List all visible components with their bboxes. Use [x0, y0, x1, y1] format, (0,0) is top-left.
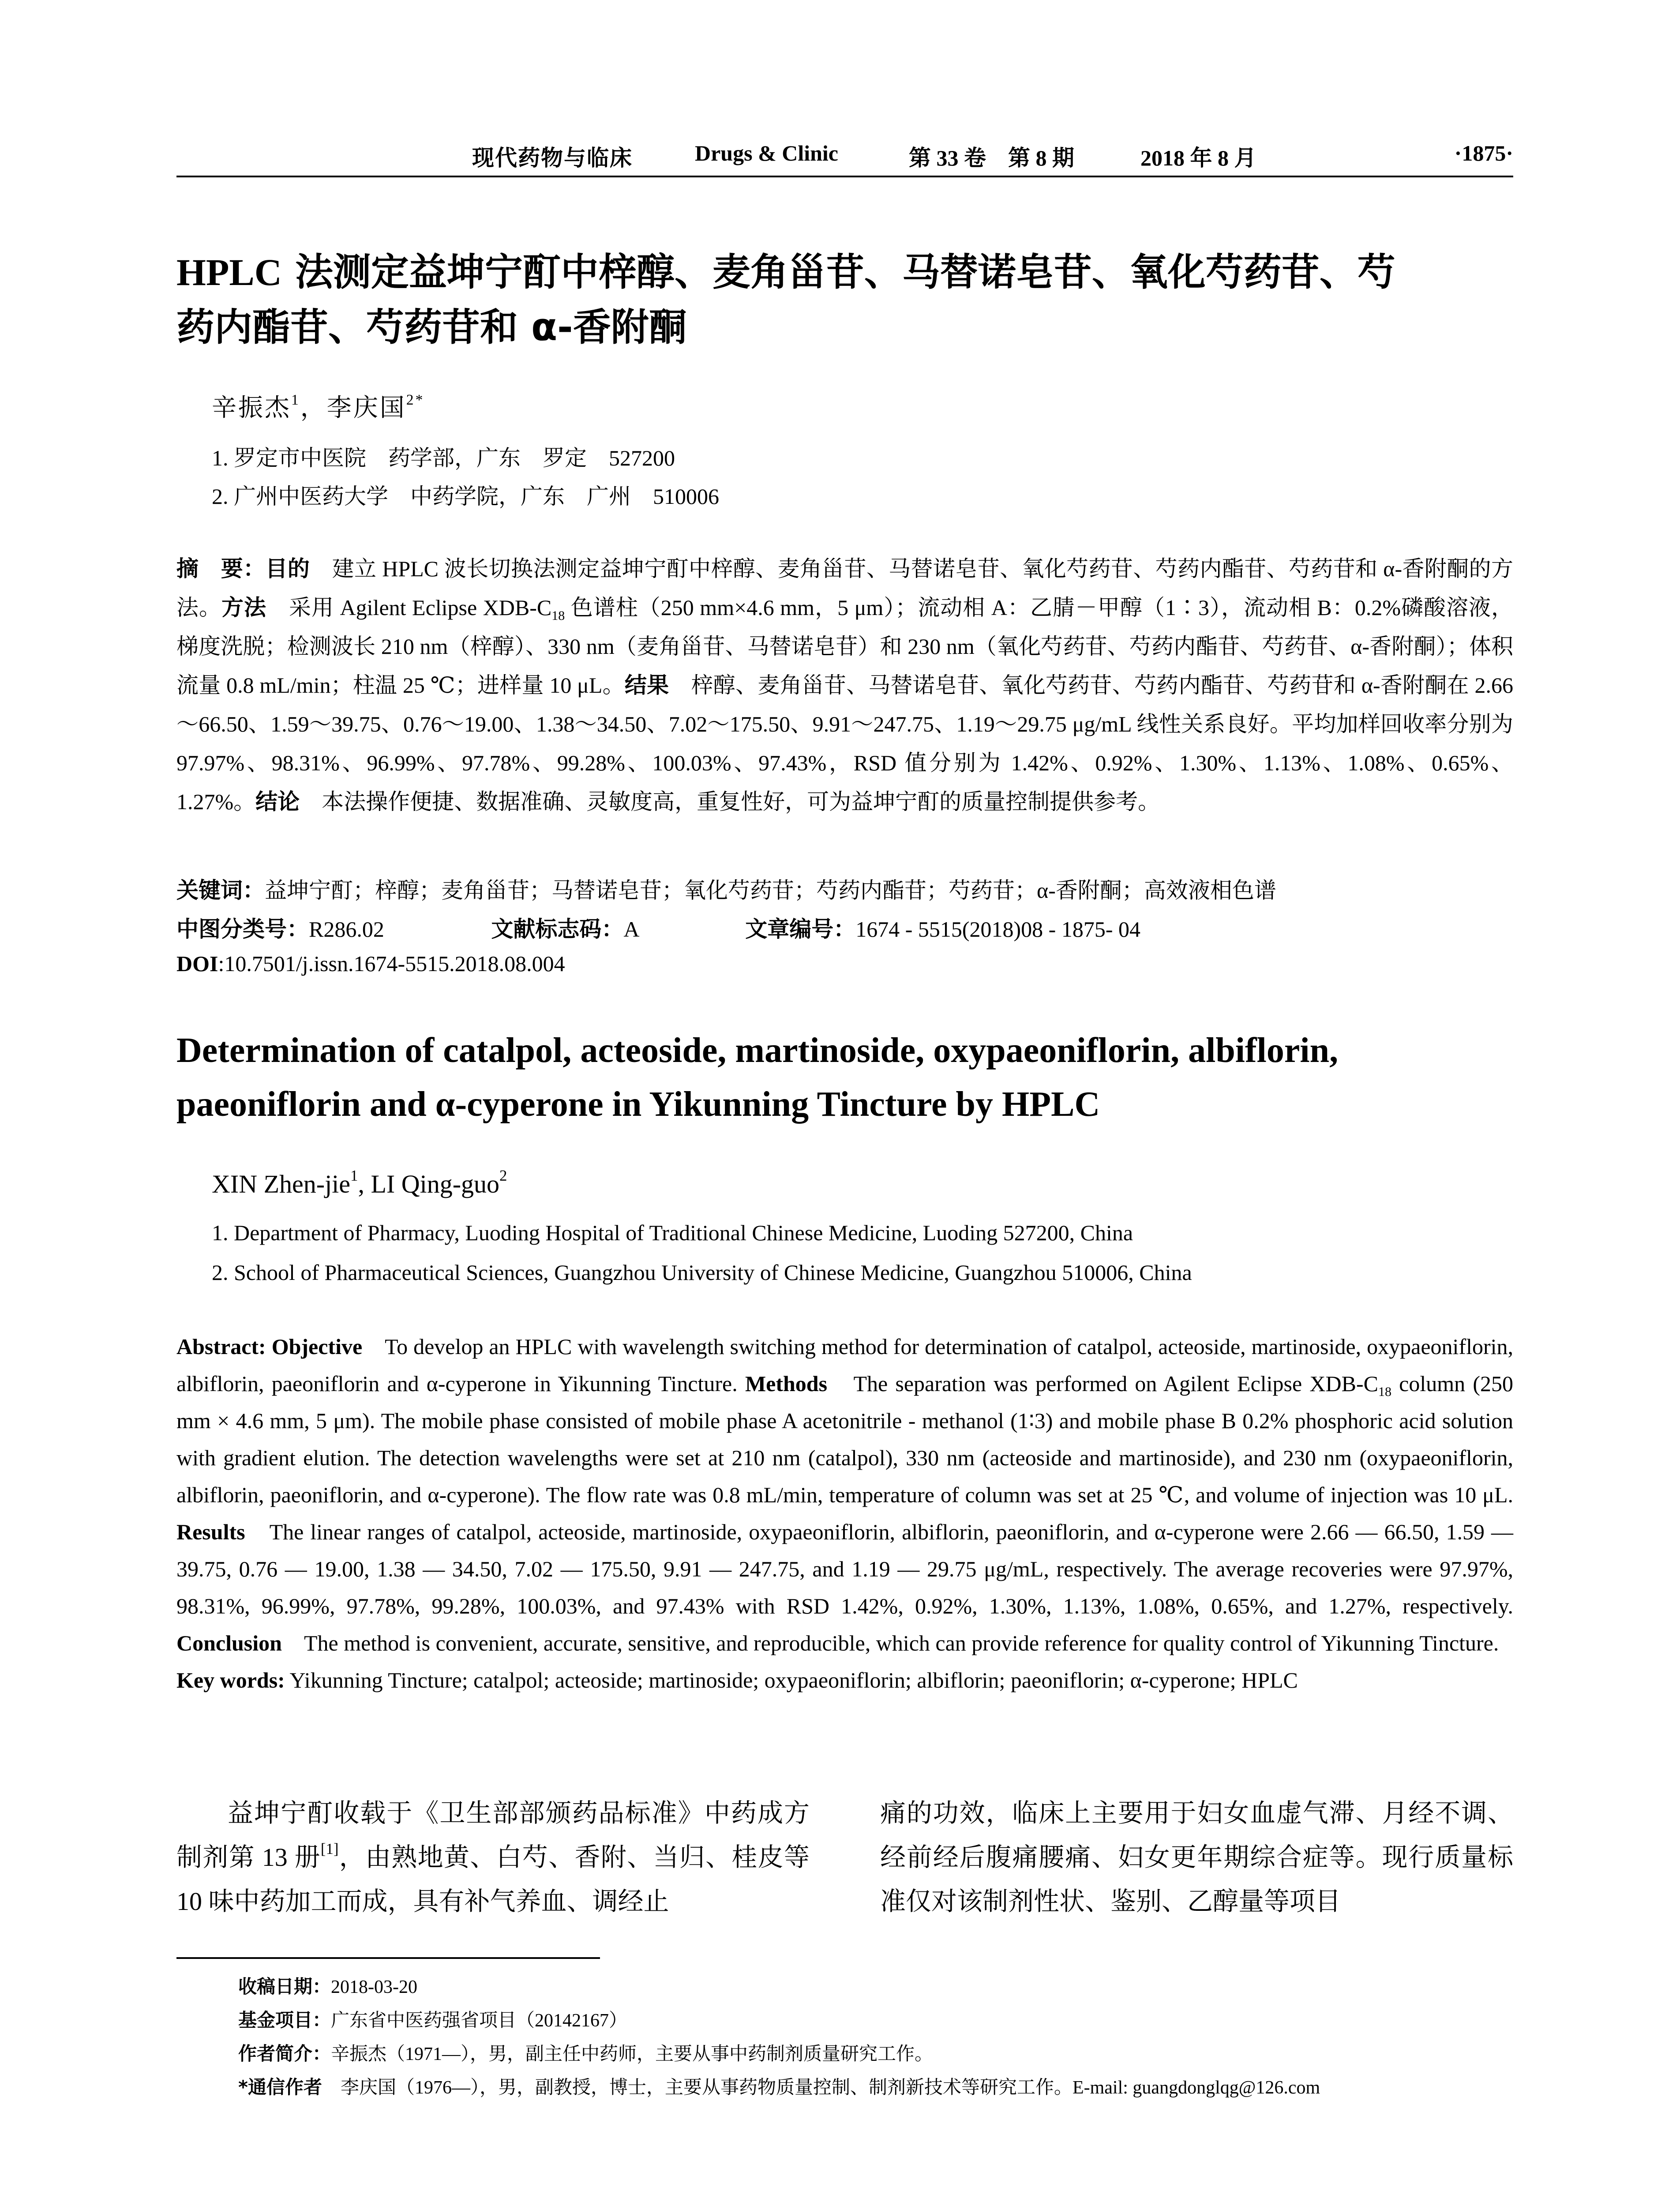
- objective-en: To develop an HPLC with wavelength switching method for determination of catalpol, acteoside, martinoside, oxypaeoniflorin, albiflorin, paeoniflorin and α-cyperone in Yikunning Tincture.: [176, 1334, 1513, 1396]
- footnote-rule: [176, 1957, 600, 1959]
- doc-code-value: A: [623, 917, 638, 942]
- body-left-a: 益坤宁酊收载于《卫生部部颁药品标准》中药成方制剂第 13 册: [176, 1799, 810, 1872]
- abstract-cn-label: 摘 要：: [176, 556, 266, 582]
- methods-cn-sub: 18: [551, 608, 565, 623]
- abstract-cn: [176, 549, 1513, 821]
- footnote-corresponding: [238, 2073, 1320, 2099]
- journal-name-en: Drugs & Clinic: [695, 141, 838, 165]
- title-en: [176, 1024, 1513, 1131]
- footnote-author-text: 辛振杰（1971—），男，副主任中药师，主要从事中药制剂质量研究工作。: [331, 2044, 934, 2064]
- affiliation-cn-1: 1. 罗定市中医院 药学部，广东 罗定 527200: [212, 446, 675, 470]
- footnote-corresponding-text: 李庆国（1976—），男，副教授，博士，主要从事药物质量控制、制剂新技术等研究工作。E-mail: guangdonglqg@126.com: [322, 2078, 1320, 2098]
- footnote-received: [238, 1972, 417, 1999]
- doc-code-label: 文献标志码：: [491, 916, 624, 942]
- objective-cn-label: 目的: [265, 556, 310, 582]
- conclusion-en: The method is convenient, accurate, sensitive, and reproducible, which can provide reference for quality control of Yikunning Tincture.: [281, 1631, 1499, 1655]
- author-1-en-aff: 1: [350, 1167, 358, 1184]
- results-cn-label: 结果: [624, 672, 669, 698]
- footnote-funding-text: 广东省中医药强省项目（20142167）: [331, 2011, 628, 2031]
- title-en-line2: paeoniflorin and α-cyperone in Yikunning Tincture by HPLC: [176, 1085, 1100, 1124]
- issue-date: 2018 年 8 月: [1140, 146, 1256, 170]
- title-cn: [176, 245, 1513, 355]
- keywords-cn-text: 益坤宁酊；梓醇；麦角甾苷；马替诺皂苷；氧化芍药苷；芍药内酯苷；芍药苷；α-香附酮；高效液相色谱: [265, 878, 1276, 903]
- methods-cn-a: 采用 Agilent Eclipse XDB-C: [266, 595, 552, 620]
- results-cn: 梓醇、麦角甾苷、马替诺皂苷、氧化芍药苷、芍药内酯苷、芍药苷和 α-香附酮在 2.66～66.50、1.59～39.75、0.76～19.00、1.38～34.50、7.02～175.50、9.91～247.75、1.19～29.75 μg/mL 线性关系良好。平均加样回收率分别为 97.97%、98.31%、96.99%、97.78%、99.28%、100.03%、97.43%，RSD 值分别为 1.42%、0.92%、1.30%、1.13%、1.08%、0.65%、1.27%。: [176, 673, 1514, 814]
- keywords-cn-label: 关键词：: [176, 878, 265, 903]
- methods-cn-label: 方法: [221, 595, 267, 620]
- doi-value: :10.7501/j.issn.1674-5515.2018.08.004: [218, 951, 565, 976]
- author-1-cn: 辛振杰: [212, 394, 291, 422]
- abstract-en: [176, 1328, 1513, 1699]
- author-sep-cn: ，: [300, 394, 327, 422]
- footnote-funding: [238, 2006, 627, 2032]
- keywords-en-label: Key words:: [176, 1668, 285, 1692]
- footnote-author: [238, 2039, 933, 2066]
- affiliation-cn-2: 2. 广州中医药大学 中药学院，广东 广州 510006: [212, 484, 719, 509]
- authors-en: [212, 1169, 507, 1199]
- author-2-en: LI Qing-guo: [371, 1170, 500, 1198]
- article-no-value: 1674 - 5515(2018)08 - 1875- 04: [855, 917, 1140, 942]
- clc-value: R286.02: [309, 917, 384, 942]
- affiliation-en-2: 2. School of Pharmaceutical Sciences, Guangzhou University of Chinese Medicine, Guangzhou 510006, China: [212, 1260, 1192, 1285]
- author-1-en: XIN Zhen-jie: [212, 1170, 351, 1198]
- author-2-cn-aff: 2*: [406, 391, 425, 408]
- methods-en-a: The separation was performed on Agilent Eclipse XDB-C: [827, 1371, 1378, 1396]
- title-en-line1: Determination of catalpol, acteoside, martinoside, oxypaeoniflorin, albiflorin,: [176, 1031, 1339, 1070]
- reference-citation: [1]: [320, 1840, 339, 1857]
- footnote-corresponding-label: *通信作者: [238, 2076, 322, 2098]
- results-en-label: Results: [176, 1519, 245, 1544]
- authors-cn: [212, 388, 424, 424]
- objective-cn: 建立 HPLC 波长切换法测定益坤宁酊中梓醇、麦角甾苷、马替诺皂苷、氧化芍药苷、芍药内酯苷、芍药苷和 α-香附酮的方法。: [176, 556, 1514, 620]
- conclusion-cn-label: 结论: [255, 789, 300, 814]
- doi-label: DOI: [176, 951, 218, 976]
- volume-issue: 第 33 卷 第 8 期: [909, 146, 1074, 170]
- title-cn-line2: 药内酯苷、芍药苷和 α-香附酮: [176, 305, 687, 349]
- methods-en-b: column (250 mm × 4.6 mm, 5 μm). The mobile phase consisted of mobile phase A acetonitrile - methanol (1∶3) and mobile phase B 0.2% phosphoric acid solution with gradient elution. The detection wavelengths were set at 210 nm (catalpol), 330 nm (acteoside and martinoside), and 230 nm (oxypaeoniflorin, albiflorin, paeoniflorin, and α-cyperone). The flow rate was 0.8 mL/min, temperature of column was set at 25 ℃, and volume of injection was 10 μL.: [176, 1371, 1513, 1507]
- running-header: [176, 140, 1513, 171]
- keywords-cn: [176, 873, 1276, 904]
- body-column-right: 痛的功效，临床上主要用于妇女血虚气滞、月经不调、经前经后腹痛腰痛、妇女更年期综合症等。现行质量标准仅对该制剂性状、鉴别、乙醇量等项目: [880, 1799, 1513, 1916]
- classification-line: [176, 912, 1140, 943]
- methods-en-label: Methods: [745, 1371, 828, 1396]
- doi-line: [176, 951, 565, 976]
- affiliation-en-1: 1. Department of Pharmacy, Luoding Hospital of Traditional Chinese Medicine, Luoding 527200, China: [212, 1220, 1133, 1245]
- author-2-en-aff: 2: [499, 1167, 507, 1184]
- body-column-left: [176, 1791, 810, 1924]
- author-1-cn-aff: 1: [291, 391, 300, 408]
- footnote-funding-label: 基金项目：: [238, 2009, 331, 2031]
- footnote-received-text: 2018-03-20: [331, 1977, 417, 1997]
- body-left-b: ，由熟地黄、白芍、香附、当归、桂皮等 10 味中药加工而成，具有补气养血、调经止: [176, 1843, 810, 1916]
- footnote-received-label: 收稿日期：: [238, 1976, 331, 1997]
- title-cn-hplc: HPLC: [176, 251, 282, 293]
- author-2-cn: 李庆国: [326, 394, 406, 422]
- methods-cn-b: 色谱柱（250 mm×4.6 mm，5 μm）；流动相 A：乙腈－甲醇（1∶3），流动相 B：0.2%磷酸溶液，梯度洗脱；检测波长 210 nm（梓醇）、330 nm（麦角甾苷、马替诺皂苷）和 230 nm（氧化芍药苷、芍药内酯苷、芍药苷、α-香附酮）；体积流量 0.8 mL/min；柱温 25 ℃；进样量 10 μL。: [176, 595, 1514, 698]
- footnote-author-label: 作者简介：: [238, 2043, 331, 2064]
- results-en: The linear ranges of catalpol, acteoside, martinoside, oxypaeoniflorin, albiflorin, paeoniflorin, and α-cyperone were 2.66 — 66.50, 1.59 — 39.75, 0.76 — 19.00, 1.38 — 34.50, 7.02 — 175.50, 9.91 — 247.75, and 1.19 — 29.75 μg/mL, respectively. The average recoveries were 97.97%, 98.31%, 96.99%, 97.78%, 99.28%, 100.03%, and 97.43% with RSD 1.42%, 0.92%, 1.30%, 1.13%, 1.08%, 0.65%, and 1.27%, respectively.: [176, 1519, 1513, 1618]
- title-cn-line1: 法测定益坤宁酊中梓醇、麦角甾苷、马替诺皂苷、氧化芍药苷、芍: [281, 250, 1395, 294]
- article-no-label: 文章编号：: [745, 916, 856, 942]
- objective-en-label: Objective: [271, 1334, 363, 1359]
- conclusion-en-label: Conclusion: [176, 1631, 282, 1655]
- clc-label: 中图分类号：: [176, 916, 309, 942]
- conclusion-cn: 本法操作便捷、数据准确、灵敏度高，重复性好，可为益坤宁酊的质量控制提供参考。: [300, 789, 1160, 814]
- page-number: ·1875·: [1454, 141, 1513, 165]
- abstract-en-label: Abstract:: [176, 1334, 266, 1359]
- methods-en-sub: 18: [1378, 1384, 1391, 1399]
- header-rule: [176, 176, 1513, 177]
- author-sep-en: ,: [358, 1170, 371, 1198]
- keywords-en-text: Yikunning Tincture; catalpol; acteoside; martinoside; oxypaeoniflorin; albiflorin; paeoniflorin; α-cyperone; HPLC: [285, 1668, 1298, 1692]
- journal-name-cn: 现代药物与临床: [472, 146, 633, 170]
